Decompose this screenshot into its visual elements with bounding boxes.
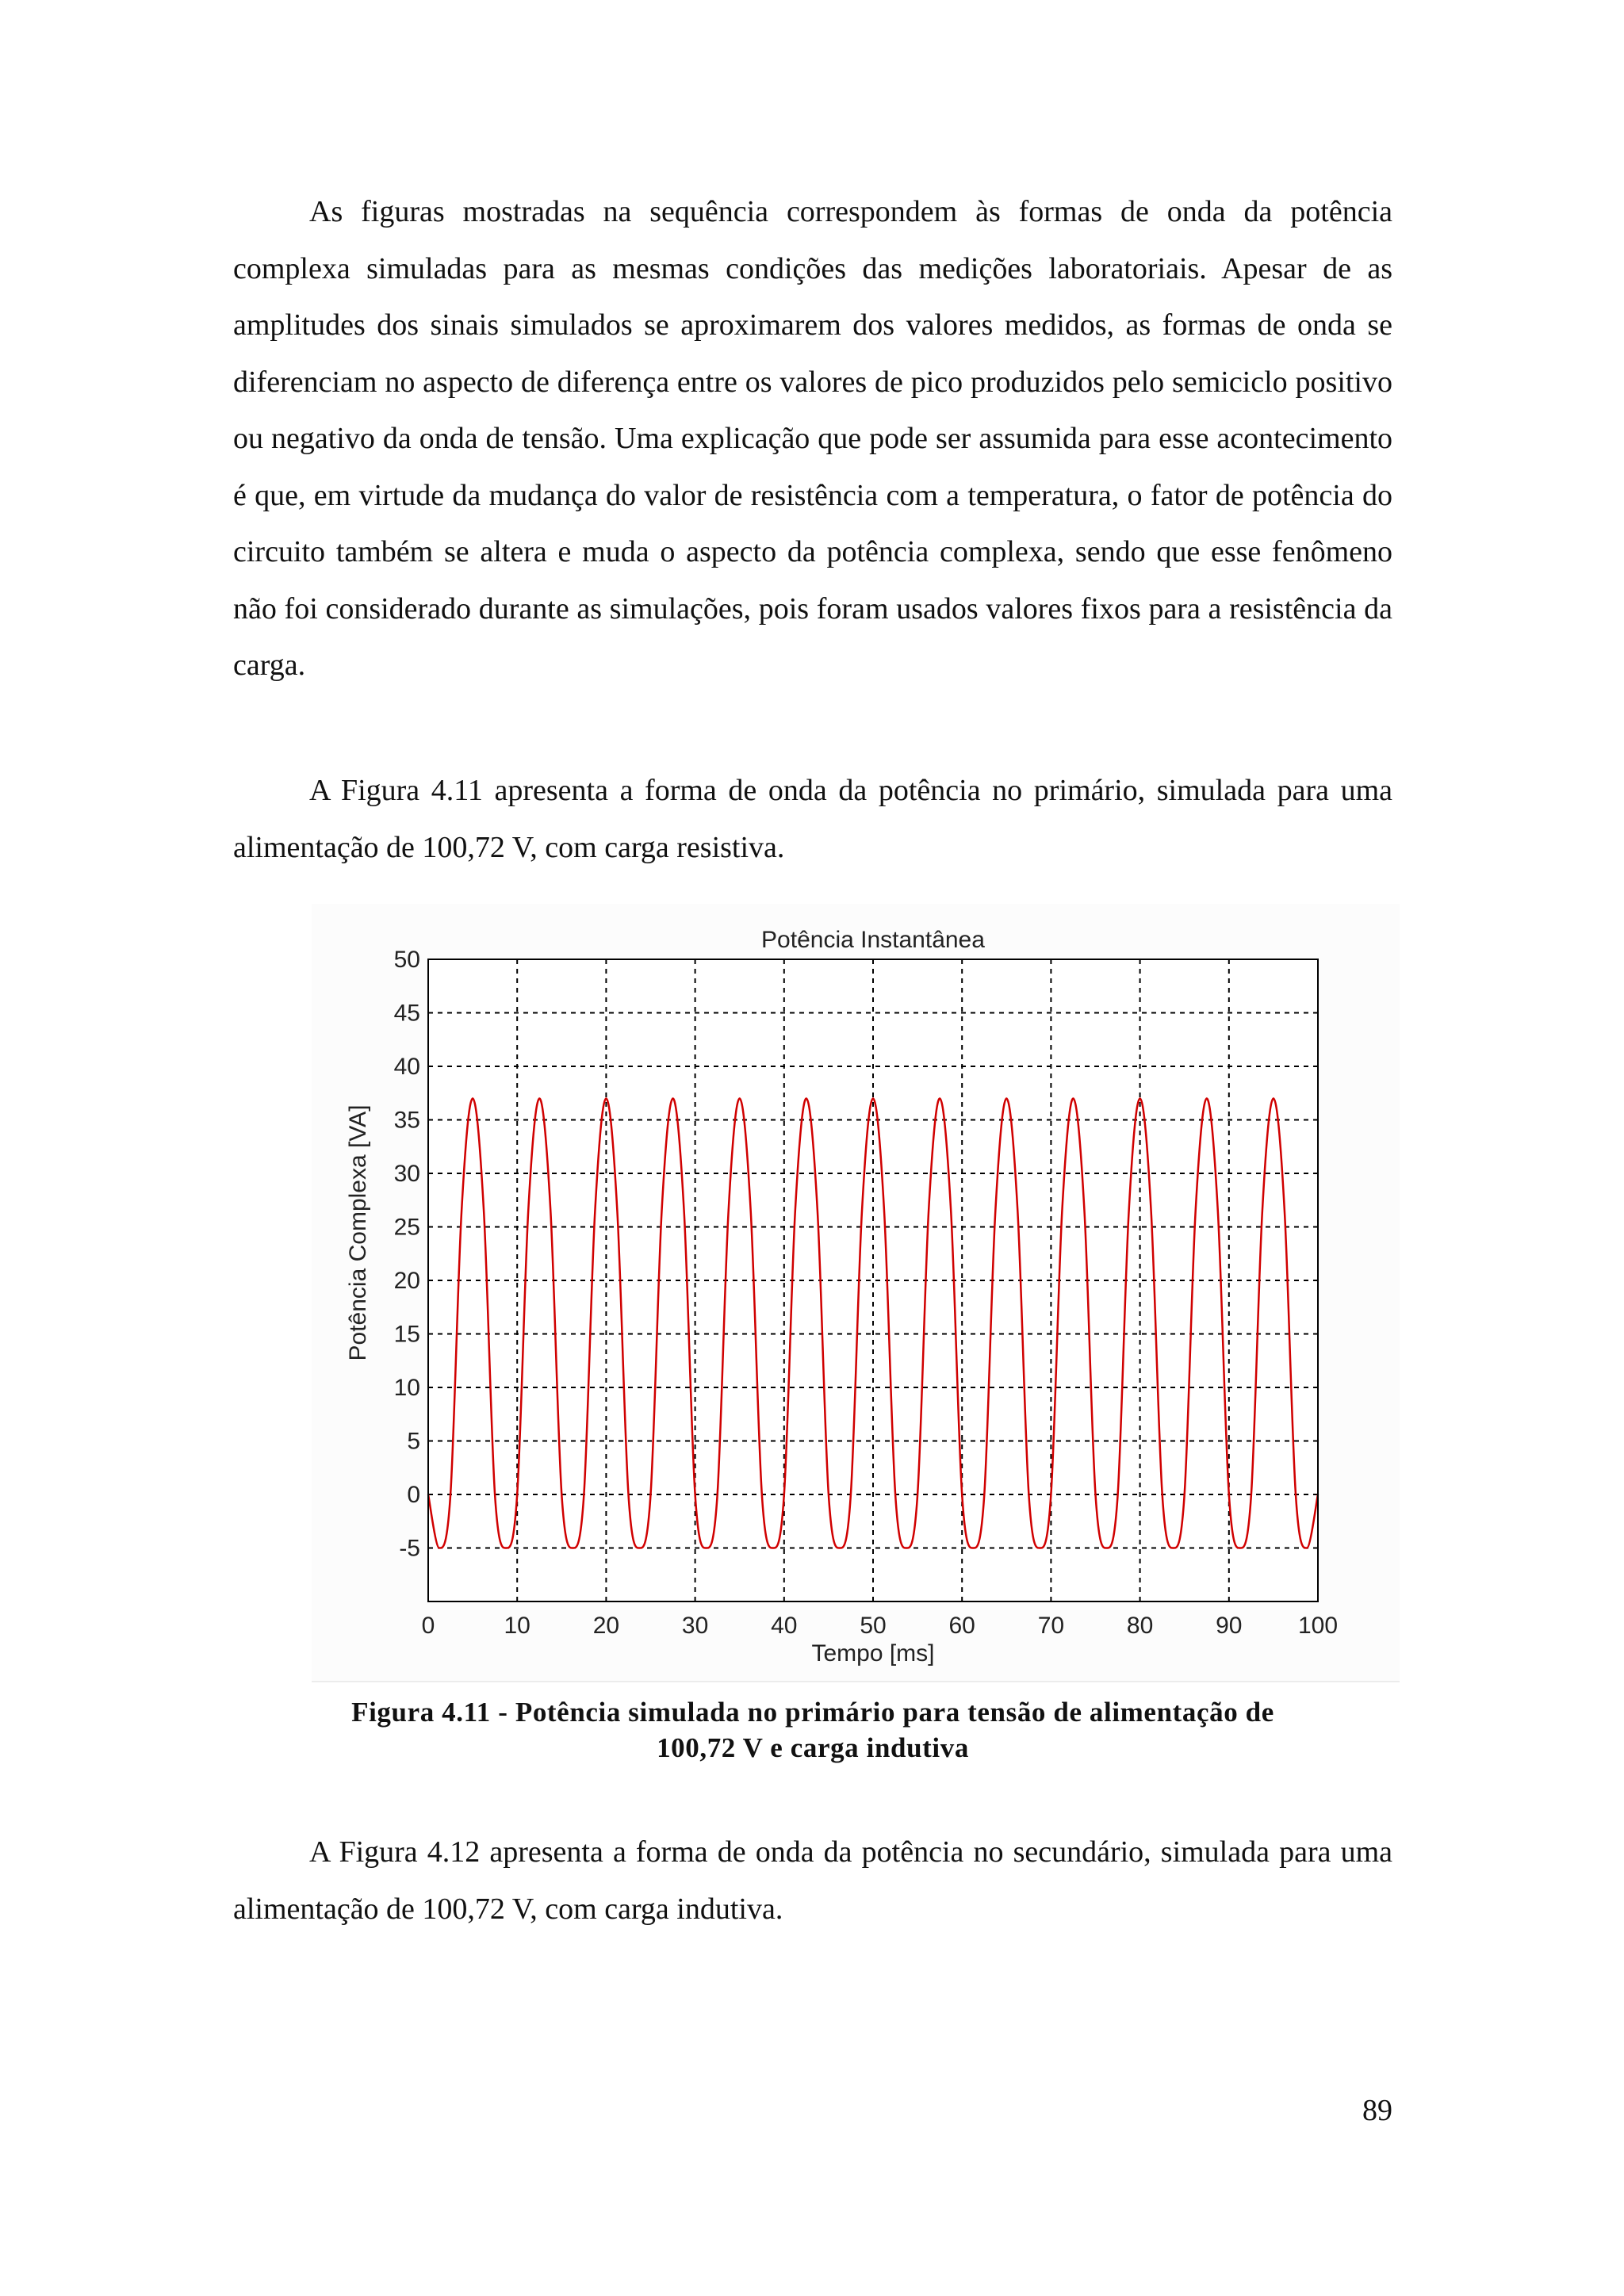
y-tick-label: 50: [393, 947, 420, 973]
figure-caption: [233, 1694, 1392, 1766]
paragraph-text: A Figura 4.12 apresenta a forma de onda da potência no secundário, simulada para uma alimentação de 100,72 V, com carga indutiva.: [233, 1835, 1392, 1926]
x-tick-label: 0: [421, 1613, 435, 1639]
body-paragraph-2: [233, 763, 1392, 876]
x-tick-label: 20: [592, 1613, 620, 1639]
x-tick-label: 40: [771, 1613, 798, 1639]
paragraph-text: A Figura 4.11 apresenta a forma de onda da potência no primário, simulada para uma alimentação de 100,72 V, com carga resistiva.: [233, 774, 1392, 864]
x-tick-label: 100: [1297, 1613, 1339, 1639]
body-paragraph-1: [233, 184, 1392, 695]
y-tick-label: -5: [399, 1535, 420, 1562]
y-tick-label: 25: [393, 1214, 420, 1241]
x-tick-label: 70: [1037, 1613, 1065, 1639]
x-tick-label: 60: [948, 1613, 975, 1639]
x-tick-label: 50: [860, 1613, 887, 1639]
y-tick-label: 40: [393, 1054, 420, 1080]
y-axis-label: Potência Complexa [VA]: [345, 1104, 371, 1361]
x-tick-label: 30: [681, 1613, 709, 1639]
y-tick-label: 10: [393, 1375, 420, 1401]
y-tick-label: 45: [393, 1000, 420, 1027]
chart-title: Potência Instantânea: [761, 927, 985, 953]
x-axis-label: Tempo [ms]: [811, 1640, 935, 1667]
body-paragraph-3: [233, 1824, 1392, 1938]
paragraph-text: As figuras mostradas na sequência correspondem às formas de onda da potência complexa simuladas para as mesmas condições das medições laboratoriais. Apesar de as amplitudes dos sinais simulados se aproximarem dos valores medidos, as formas de onda se diferenciam no aspecto de diferença entre os valores de pico produzidos pelo semiciclo positivo ou negativo da onda de tensão. Uma explicação que pode ser assumida para esse acontecimento é que, em virtude da mudança do valor de resistência com a temperatura, o fator de potência do circuito também se altera e muda o aspecto da potência complexa, sendo que esse fenômeno não foi considerado durante as simulações, pois foram usados valores fixos para a resistência da carga.: [233, 195, 1392, 682]
caption-line-1: Figura 4.11 - Potência simulada no primário para tensão de alimentação de: [351, 1697, 1274, 1728]
y-tick-label: 30: [393, 1161, 420, 1187]
y-tick-label: 35: [393, 1107, 420, 1134]
y-tick-label: 15: [393, 1321, 420, 1348]
power-chart: [312, 904, 1400, 1681]
x-tick-label: 10: [504, 1613, 530, 1639]
y-tick-label: 5: [407, 1428, 420, 1455]
x-tick-label: 90: [1216, 1613, 1243, 1639]
x-tick-label: 80: [1126, 1613, 1154, 1639]
figure-chart: [312, 904, 1400, 1682]
page-number: 89: [1362, 2094, 1392, 2127]
y-tick-label: 0: [407, 1482, 420, 1508]
y-tick-label: 20: [393, 1268, 420, 1294]
caption-line-2: 100,72 V e carga indutiva: [657, 1732, 969, 1763]
